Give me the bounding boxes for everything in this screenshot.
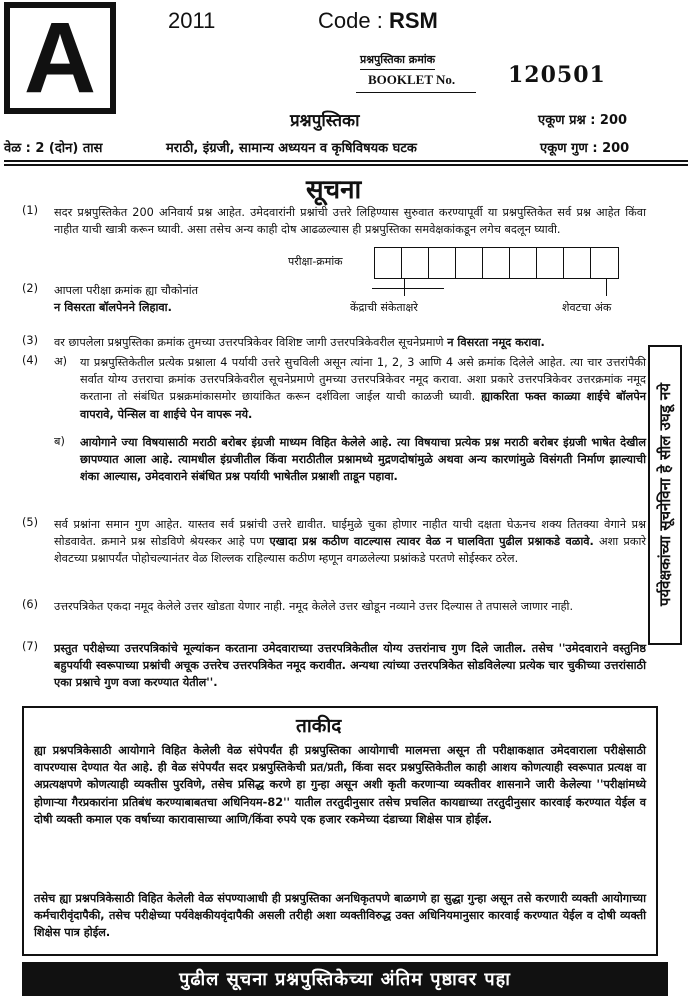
- last-digit-arrow: [606, 278, 607, 296]
- warning-paragraph-1: ह्या प्रश्नपत्रिकेसाठी आयोगाने विहित केलेली वेळ संपेपर्यंत ही प्रश्नपुस्तिका आयोगाची मालमत्ता असून ती परीक्षाकक्षात उमेदवाराला परीक्षेसाठी वापरण्यास देण्यात येत आहे. ही वेळ संपेपर्यंत सदर प्रश्नपुस्तिकेची प्रत/प्रती, किंवा सदर प्रश्नपुस्तिकेतील काही आशय कोणत्याही स्वरूपात प्रत्यक्ष वा अप्रत्यक्षपणे कोणत्याही व्यक्तीस पुरविणे, तसेच प्रसिद्ध करणे हा गुन्हा असून अशी कृती करणाऱ्या व्यक्तीवर शासनाने जारी केलेल्या ''परीक्षांमध्ये होणाऱ्या गैरप्रकारांना प्रतिबंध करण्याबाबतचा अधिनियम-82'' यातील तरतुदीनुसार तसेच प्रचलित कायद्याच्या तरतुदीनुसार कारवाई करण्यात येईल व दोषी व्यक्ती कमाल एक वर्षाच्या कारावासाच्या आणि/किंवा रुपये एक हजार रकमेच्या दंडाच्या शिक्षेस पात्र होईल.: [34, 744, 646, 826]
- series-letter-box: [4, 2, 116, 114]
- booklet-label-english: BOOKLET No.: [368, 72, 456, 87]
- booklet-number: 120501: [508, 62, 606, 88]
- item-2-text: [54, 282, 266, 316]
- paper-code: [318, 8, 438, 34]
- roll-digit-box[interactable]: [564, 248, 591, 278]
- header-divider-2: [4, 164, 688, 166]
- item-4a-bold: ह्याकरिता फक्त काळ्या शाईचे बॉलपेन वापरावे, पेन्सिल वा शाईचे पेन वापरू नये.: [80, 390, 647, 421]
- item-3-bold: न विसरता नमूद करावा.: [447, 336, 545, 349]
- warning-heading: ताकीद: [296, 715, 342, 737]
- item-3-plain: वर छापलेला प्रश्नपुस्तिका क्रमांक तुमच्या उत्तरपत्रिकेवर विशिष्ट जागी उत्तरपत्रिकेवरील सूचनेप्रमाणे: [54, 336, 444, 349]
- booklet-title: प्रश्नपुस्तिका: [290, 111, 360, 131]
- footer-text: पुढील सूचना प्रश्नपुस्तिकेच्या अंतिम पृष्ठावर पहा: [179, 969, 511, 990]
- item-4a-text: [80, 354, 646, 423]
- roll-number-label: परीक्षा-क्रमांक: [288, 255, 343, 268]
- item-5-number: (5): [22, 516, 39, 529]
- item-2-plain: आपला परीक्षा क्रमांक ह्या चौकोनांत: [54, 284, 199, 297]
- item-5-bold: एखादा प्रश्न कठीण वाटल्यास त्यावर वेळ न घालविता पुढील प्रश्नाकडे वळावे.: [269, 535, 594, 549]
- total-marks: एकूण गुण : 200: [540, 141, 630, 156]
- exam-time: वेळ : 2 (दोन) तास: [4, 141, 103, 156]
- instructions-heading: सूचना: [306, 175, 362, 205]
- item-1-number: (1): [22, 204, 39, 217]
- last-digit-label: शेवटचा अंक: [562, 301, 612, 314]
- exam-subjects: मराठी, इंग्रजी, सामान्य अध्ययन व कृषिविषयक घटक: [166, 141, 417, 156]
- roll-digit-box[interactable]: [483, 248, 510, 278]
- roll-digit-box[interactable]: [375, 248, 402, 278]
- item-6-text: उत्तरपत्रिकेत एकदा नमूद केलेले उत्तर खोडता येणार नाही. नमूद केलेले उत्तर खोडून नव्याने उत्तर दिल्यास ते तपासले जाणार नाही.: [54, 600, 574, 613]
- item-5-text: [54, 516, 646, 568]
- total-questions: एकूण प्रश्न : 200: [538, 113, 628, 128]
- item-2-number: (2): [22, 282, 39, 295]
- roll-digit-box[interactable]: [591, 248, 618, 278]
- seal-notice-sidebar: [648, 345, 682, 645]
- roll-number-grid[interactable]: [374, 247, 619, 279]
- item-2-bold: न विसरता बॉलपेनने लिहावा.: [54, 301, 172, 315]
- item-4b-bold: आयोगाने ज्या विषयासाठी मराठी बरोबर इंग्रजी माध्यम विहित केलेले आहे. त्या विषयाचा प्रत्येक प्रश्न मराठी बरोबर इंग्रजी भाषेत देखील छापण्यात आला आहे. त्यामधील इंग्रजीतील किंवा मराठीतील प्रश्नामध्ये मुद्रणदोषांमुळे अथवा अन्य कारणांमुळे विसंगती निर्माण झाल्याची शंका आल्यास, उमेदवाराने संबंधित प्रश्न पर्यायी भाषेतील प्रश्नाशी ताडून पहावा.: [80, 436, 646, 484]
- booklet-label-marathi: प्रश्नपुस्तिका क्रमांक: [360, 52, 435, 70]
- exam-year: 2011: [168, 8, 216, 33]
- item-4a-marker: अ): [54, 355, 68, 368]
- roll-digit-box[interactable]: [537, 248, 564, 278]
- item-5-plain-2: अशा प्रकारे शेवटच्या प्रश्नापर्यंत पोहोचल्यानंतर वेळ शिल्लक राहिल्यास कठीण म्हणून वगळलेल्या प्रश्नांकडे परतणे सोईस्कर ठरेल.: [54, 535, 647, 566]
- footer-banner: [22, 962, 668, 996]
- item-4a-plain: या प्रश्नपुस्तिकेतील प्रत्येक प्रश्नाला 4 पर्यायी उत्तरे सुचविली असून त्यांना 1, 2, 3 आणि 4 असे क्रमांक दिलेले आहेत. त्या चार उत्तरांपैकी सर्वात योग्य उत्तराचा क्रमांक उत्तरपत्रिकेवरील सूचनेप्रमाणे तुमच्या उत्तरपत्रिकेवर नमूद करावा. अशा प्रकारे उत्तरपत्रिकेवर उत्तरक्रमांक नमूद करताना तो संबंधित प्रश्नक्रमांकासमोर छायांकित करून दर्शविला जाईल याची काळजी घ्यावी.: [80, 356, 646, 404]
- booklet-underline: [356, 92, 476, 93]
- item-6-number: (6): [22, 598, 39, 611]
- center-code-label: केंद्राची संकेताक्षरे: [350, 301, 418, 314]
- center-code-bracket: [372, 288, 444, 289]
- item-7-number: (7): [22, 640, 39, 653]
- roll-digit-box[interactable]: [510, 248, 537, 278]
- code-value: RSM: [388, 8, 438, 33]
- center-code-arrow: [404, 278, 405, 296]
- item-4-number: (4): [22, 354, 39, 367]
- code-label: Code :: [318, 8, 389, 33]
- item-7-text: [54, 640, 646, 692]
- roll-digit-box[interactable]: [429, 248, 456, 278]
- roll-digit-box[interactable]: [402, 248, 429, 278]
- item-4b-text: [80, 434, 646, 486]
- header-divider: [4, 160, 688, 162]
- warning-paragraph-2: तसेच ह्या प्रश्नपत्रिकेसाठी विहित केलेली वेळ संपण्याआधी ही प्रश्नपुस्तिका अनधिकृतपणे बाळगणे हा सुद्धा गुन्हा असून तसे करणारी व्यक्ती आयोगाच्या कर्मचारीवृंदापैकी, तसेच परीक्षेच्या पर्यवेक्षकीयवृंदापैकी असली तरीही अशा व्यक्तीविरुद्ध उक्त अधिनियमानुसार कारवाई करण्यात येईल व दोषी व्यक्ती शिक्षेस पात्र होईल.: [34, 892, 646, 940]
- item-5-plain: सर्व प्रश्नांना समान गुण आहेत. यास्तव सर्व प्रश्नांची उत्तरे द्यावीत. घाईमुळे चुका होणार नाहीत याची दक्षता घेऊनच शक्य तितक्या वेगाने प्रश्न सोडवावेत. क्रमाने प्रश्न सोडविणे श्रेयस्कर आहे पण: [54, 518, 646, 549]
- roll-digit-box[interactable]: [456, 248, 483, 278]
- item-4b-marker: ब): [54, 435, 65, 448]
- series-letter: A: [23, 2, 97, 114]
- item-3-number: (3): [22, 334, 39, 347]
- item-1-text: सदर प्रश्नपुस्तिकेत 200 अनिवार्य प्रश्न आहेत. उमेदवारांनी प्रश्नांची उत्तरे लिहिण्यास सुरुवात करण्यापूर्वी या प्रश्नपुस्तिकेत सर्व प्रश्न आहेत किंवा नाहीत याची खात्री करून घ्यावी. असा तसेच अन्य काही दोष आढळल्यास ही प्रश्नपुस्तिका समवेक्षकांकडून लगेच बदलून घ्यावी.: [54, 206, 646, 237]
- item-3-text: [54, 334, 646, 351]
- seal-notice-text: पर्यवेक्षकांच्या सूचनेविना हे सील उघडू नये: [656, 383, 674, 607]
- item-7-bold: प्रस्तुत परीक्षेच्या उत्तरपत्रिकांचे मूल्यांकन करताना उमेदवाराच्या उत्तरपत्रिकेतील योग्य उत्तरांनाच गुण दिले जातील. तसेच ''उमेदवाराने वस्तुनिष्ठ बहुपर्यायी स्वरूपाच्या प्रश्नांची अचूक उत्तरेच उत्तरपत्रिकेत नमूद करावीत. अन्यथा त्यांच्या उत्तरपत्रिकेत सोडविलेल्या प्रत्येक चार चुकीच्या उत्तरांसाठी एका प्रश्नाचे गुण वजा करण्यात येतील''.: [54, 642, 646, 690]
